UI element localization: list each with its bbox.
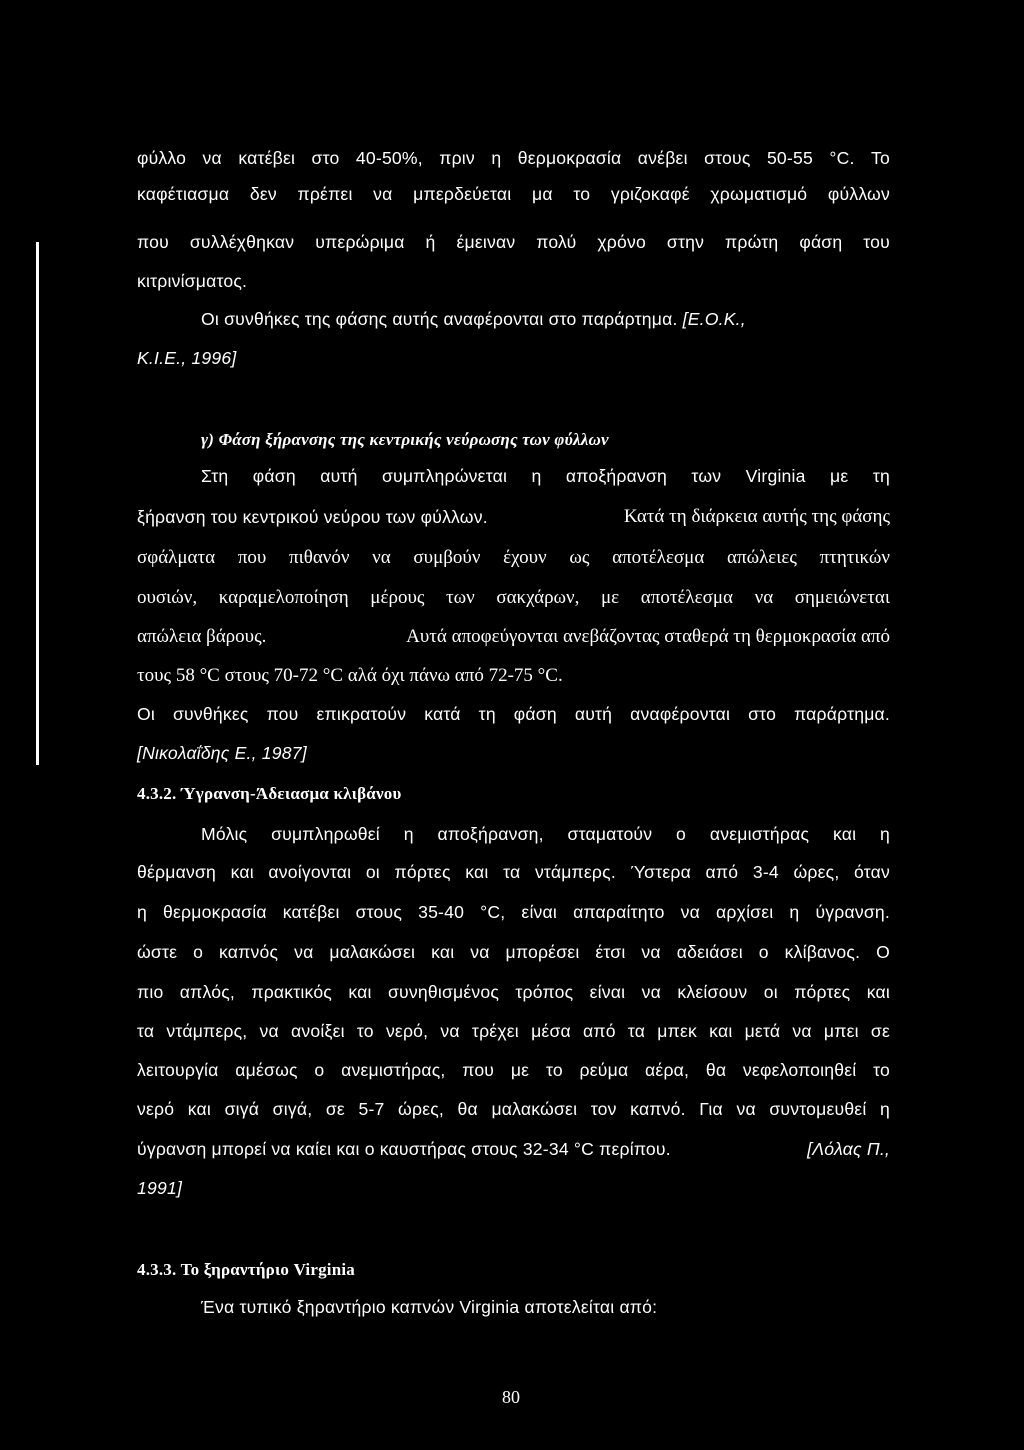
text-line — [137, 1141, 890, 1159]
text-line: Μόλις συμπληρωθεί η αποξήρανση, σταματούν ο ανεμιστήρας και η — [201, 824, 890, 844]
text-line — [137, 506, 890, 528]
text-line — [201, 311, 746, 329]
text-line — [137, 627, 890, 646]
text-span: Αυτά αποφεύγονται ανεβάζοντας σταθερά τη θερμοκρασία από — [406, 626, 890, 647]
text-span: ύγρανση μπορεί να καίει και ο καυστήρας στους 32-34 °C περίπου. — [137, 1139, 671, 1159]
text-line: πιο απλός, πρακτικός και συνηθισμένος τρόπος είναι να κλείσουν οι πόρτες και — [137, 982, 890, 1002]
text-line: ώστε ο καπνός να μαλακώσει και να μπορέσει έτσι να αδειάσει ο κλίβανος. Ο — [137, 942, 890, 962]
section-heading: 4.3.2. Ύγρανση-Άδειασμα κλιβάνου — [137, 784, 402, 803]
citation: 1991] — [137, 1178, 183, 1198]
text-line: Ένα τυπικό ξηραντήριο καπνών Virginia αποτελείται από: — [201, 1297, 658, 1317]
page-number: 80 — [502, 1387, 520, 1407]
text-line: τα ντάμπερς, να ανοίξει το νερό, να τρέχει μέσα από τα μπεκ και μετά να μπει σε — [137, 1021, 890, 1041]
citation: [Ε.Ο.Κ., — [682, 309, 746, 329]
text-line: σφάλματα που πιθανόν να συμβούν έχουν ως αποτέλεσμα απώλειες πτητικών — [137, 547, 890, 568]
margin-bar — [36, 242, 39, 765]
text-span: Κατά τη διάρκεια αυτής της φάσης — [623, 506, 890, 527]
citation: [Λόλας Π., — [807, 1139, 890, 1159]
citation: Κ.Ι.Ε., 1996] — [137, 348, 237, 368]
text-line: Στη φάση αυτή συμπληρώνεται η αποξήρανση των Virginia με τη — [201, 466, 890, 486]
text-line: θέρμανση και ανοίγονται οι πόρτες και τα ντάμπερς. Ύστερα από 3-4 ώρες, όταν — [137, 862, 890, 882]
section-heading: γ) Φάση ξήρανσης της κεντρικής νεύρωσης των φύλλων — [201, 430, 609, 449]
text-line: τους 58 °C στους 70-72 °C αλά όχι πάνω από 72-75 °C. — [137, 665, 563, 686]
text-line: φύλλο να κατέβει στο 40-50%, πριν η θερμοκρασία ανέβει στους 50-55 °C. Το — [137, 148, 890, 168]
text-span: Οι συνθήκες της φάσης αυτής αναφέρονται στο παράρτημα. — [201, 309, 678, 329]
text-line: η θερμοκρασία κατέβει στους 35-40 °C, είναι απαραίτητο να αρχίσει η ύγρανση. — [137, 902, 890, 922]
section-heading: 4.3.3. Το ξηραντήριο Virginia — [137, 1260, 356, 1279]
text-span: ξήρανση του κεντρικού νεύρου των φύλλων. — [137, 507, 488, 527]
text-line: που συλλέχθηκαν υπερώριμα ή έμειναν πολύ χρόνο στην πρώτη φάση του — [137, 232, 890, 252]
text-line: νερό και σιγά σιγά, σε 5-7 ώρες, θα μαλακώσει τον καπνό. Για να συντομευθεί η — [137, 1099, 890, 1119]
text-span: απώλεια βάρους. — [137, 626, 267, 647]
text-line: ουσιών, καραμελοποίηση μέρους των σακχάρων, με αποτέλεσμα να σημειώνεται — [137, 587, 890, 608]
text-line: λειτουργία αμέσως ο ανεμιστήρας, που με το ρεύμα αέρα, θα νεφελοποιηθεί το — [137, 1060, 890, 1080]
text-line: καφέτιασμα δεν πρέπει να μπερδεύεται μα το γριζοκαφέ χρωματισμό φύλλων — [137, 184, 890, 204]
citation: [Νικολαΐδης Ε., 1987] — [137, 743, 307, 763]
text-line: Οι συνθήκες που επικρατούν κατά τη φάση αυτή αναφέρονται στο παράρτημα. — [137, 704, 890, 724]
text-line: κιτρινίσματος. — [137, 271, 248, 291]
